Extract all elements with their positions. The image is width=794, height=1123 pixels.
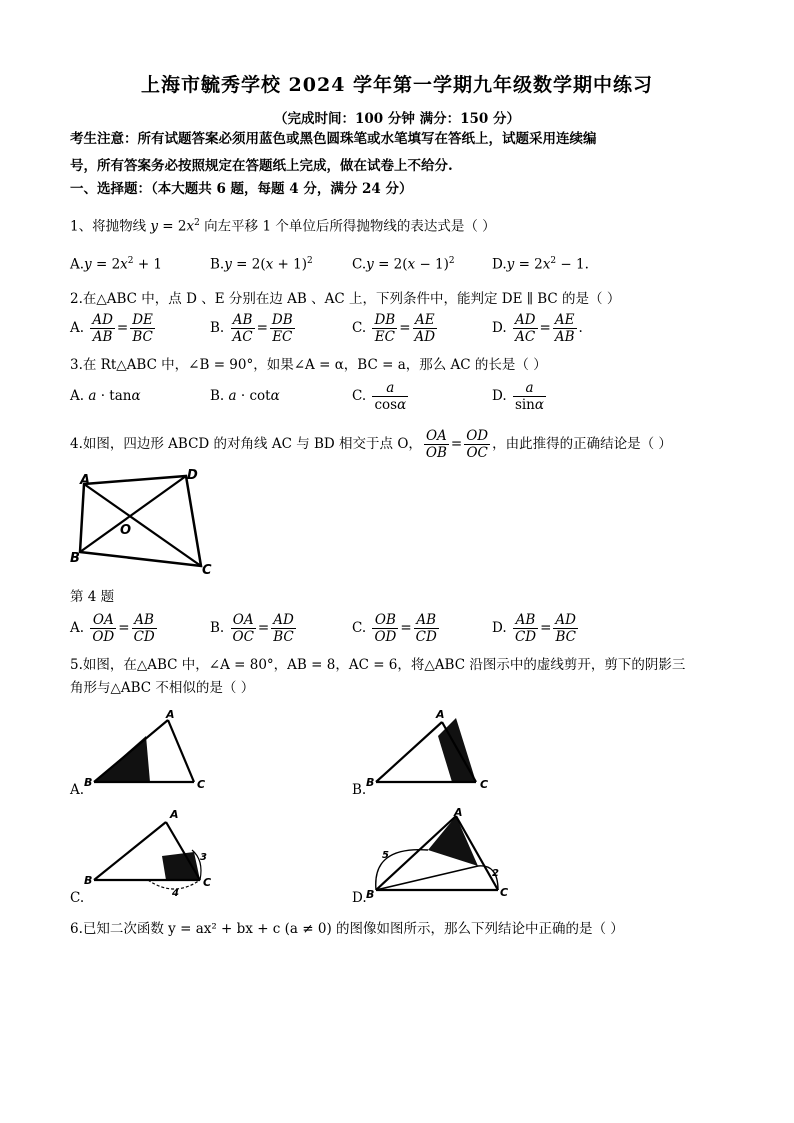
q2-option-a[interactable]: A. $\frac{AD}{AB}$ = $\frac{DE}{BC}$ (70, 312, 153, 345)
q5-figure-c (82, 800, 222, 896)
svg-text:C: C (203, 876, 212, 889)
q1-option-d[interactable]: $D.y = 2x^2 - 1$. (492, 256, 589, 273)
diagonal-bd (80, 476, 186, 552)
label-b: B (70, 551, 80, 566)
shaded-triangle (162, 852, 200, 880)
notice-line-1: 考生注意：所有试题答案必须用蓝色或黑色圆珠笔或水笔填写在答纸上，试题采用连续编 (70, 131, 597, 147)
q2-option-d[interactable]: D. $\frac{AD}{AC}$ = $\frac{AE}{AB}$ . (492, 312, 583, 345)
q5-option-c[interactable]: C. (70, 890, 85, 906)
svg-text:A: A (454, 806, 463, 819)
question-4: 4.如图，四边形 ABCD 的对角线 AC 与 BD 相交于点 O， $\frac{OA}{OB}$ = $\frac{OD}{OC}$ ，由此推得的正确结论是（ ） (70, 428, 672, 461)
q4-option-c[interactable]: C. $\frac{OB}{OD}$ = $\frac{AB}{CD}$ (352, 612, 437, 645)
svg-text:A: A (170, 808, 179, 821)
question-6: 6.已知二次函数 y = ax² + bx + c (a ≠ 0) 的图像如图所示，那么下列结论中正确的是（ ） (70, 921, 624, 937)
notice-line-2: 号，所有答案务必按照规定在答题纸上完成，做在试卷上不给分. (70, 158, 453, 174)
q5-figure-d (364, 806, 514, 900)
label-a: A (80, 473, 91, 488)
section-1-heading: 一、选择题：（本大题共 6 题，每题 4 分，满分 24 分） (70, 181, 413, 197)
svg-text:B: B (84, 776, 93, 789)
q3-option-a[interactable]: A. a · tanα (70, 388, 141, 404)
svg-text:3: 3 (200, 852, 207, 863)
q3-option-d[interactable]: D. $\frac{a}{\sin\alpha}$ (492, 380, 545, 413)
label-d: D (187, 468, 198, 483)
svg-text:B: B (366, 888, 375, 900)
svg-text:B: B (84, 874, 93, 887)
q3-option-c[interactable]: C. $\frac{a}{\cos\alpha}$ (352, 380, 407, 413)
exam-subtitle: （完成时间：100 分钟 满分：150 分） (274, 111, 520, 127)
question-2: 2.在△ABC 中，点 D 、E 分别在边 AB 、AC 上，下列条件中，能判定 DE ∥ BC 的是（ ） (70, 291, 621, 307)
question-5-line-2: 角形与△ABC 不相似的是（ ） (70, 680, 255, 696)
q4-option-a[interactable]: A. $\frac{OA}{OD}$ = $\frac{AB}{CD}$ (70, 612, 155, 645)
svg-text:C: C (500, 886, 509, 899)
question-1: 1、将抛物线 $y = 2x^2$ 向左平移 1 个单位后所得抛物线的表达式是（ ） (70, 218, 496, 235)
q4-figure (68, 462, 228, 582)
q2-option-b[interactable]: B. $\frac{AB}{AC}$ = $\frac{DB}{EC}$ (210, 312, 293, 345)
q5-option-b[interactable]: B. (352, 782, 367, 798)
svg-text:C: C (480, 778, 489, 791)
svg-text:A: A (166, 708, 175, 721)
q2-option-c[interactable]: C. $\frac{DB}{EC}$ = $\frac{AE}{AD}$ (352, 312, 436, 345)
q1-option-c[interactable]: $C.y = 2(x - 1)^2$ (352, 256, 455, 273)
q1-post: 向左平移 1 个单位后所得抛物线的表达式是（ ） (204, 218, 496, 235)
q4-option-d[interactable]: D. $\frac{AB}{CD}$ = $\frac{AD}{BC}$ (492, 612, 576, 645)
svg-text:4: 4 (172, 888, 179, 896)
q1-pre: 1、将抛物线 (70, 218, 147, 235)
svg-text:A: A (436, 708, 445, 721)
q5-option-a[interactable]: A. (70, 782, 85, 798)
page-title: 上海市毓秀学校 2024 学年第一学期九年级数学期中练习 (140, 74, 654, 96)
svg-text:C: C (197, 778, 206, 791)
question-5-line-1: 5.如图，在△ABC 中，∠A = 80°，AB = 8，AC = 6，将△ABC 沿图示中的虚线剪开，剪下的阴影三 (70, 657, 686, 673)
label-o: O (120, 523, 132, 538)
label-c: C (202, 563, 212, 578)
q1-option-b[interactable]: $B.y = 2(x + 1)^2$ (210, 256, 313, 273)
q5-figure-a (82, 708, 222, 792)
question-3: 3.在 Rt△ABC 中，∠B = 90°，如果∠A = α，BC = a，那么 AC 的长是（ ） (70, 357, 547, 373)
q4-caption: 第 4 题 (70, 589, 115, 605)
svg-text:2: 2 (492, 868, 499, 879)
svg-text:B: B (366, 776, 375, 789)
q3-option-b[interactable]: B. a · cotα (210, 388, 280, 404)
q5-figure-b (364, 708, 514, 792)
q1-option-a[interactable]: $A.y = 2x^2 + 1$ (70, 256, 163, 273)
q5-option-d[interactable]: D. (352, 890, 367, 906)
svg-text:5: 5 (382, 850, 389, 861)
q4-option-b[interactable]: B. $\frac{OA}{OC}$ = $\frac{AD}{BC}$ (210, 612, 294, 645)
